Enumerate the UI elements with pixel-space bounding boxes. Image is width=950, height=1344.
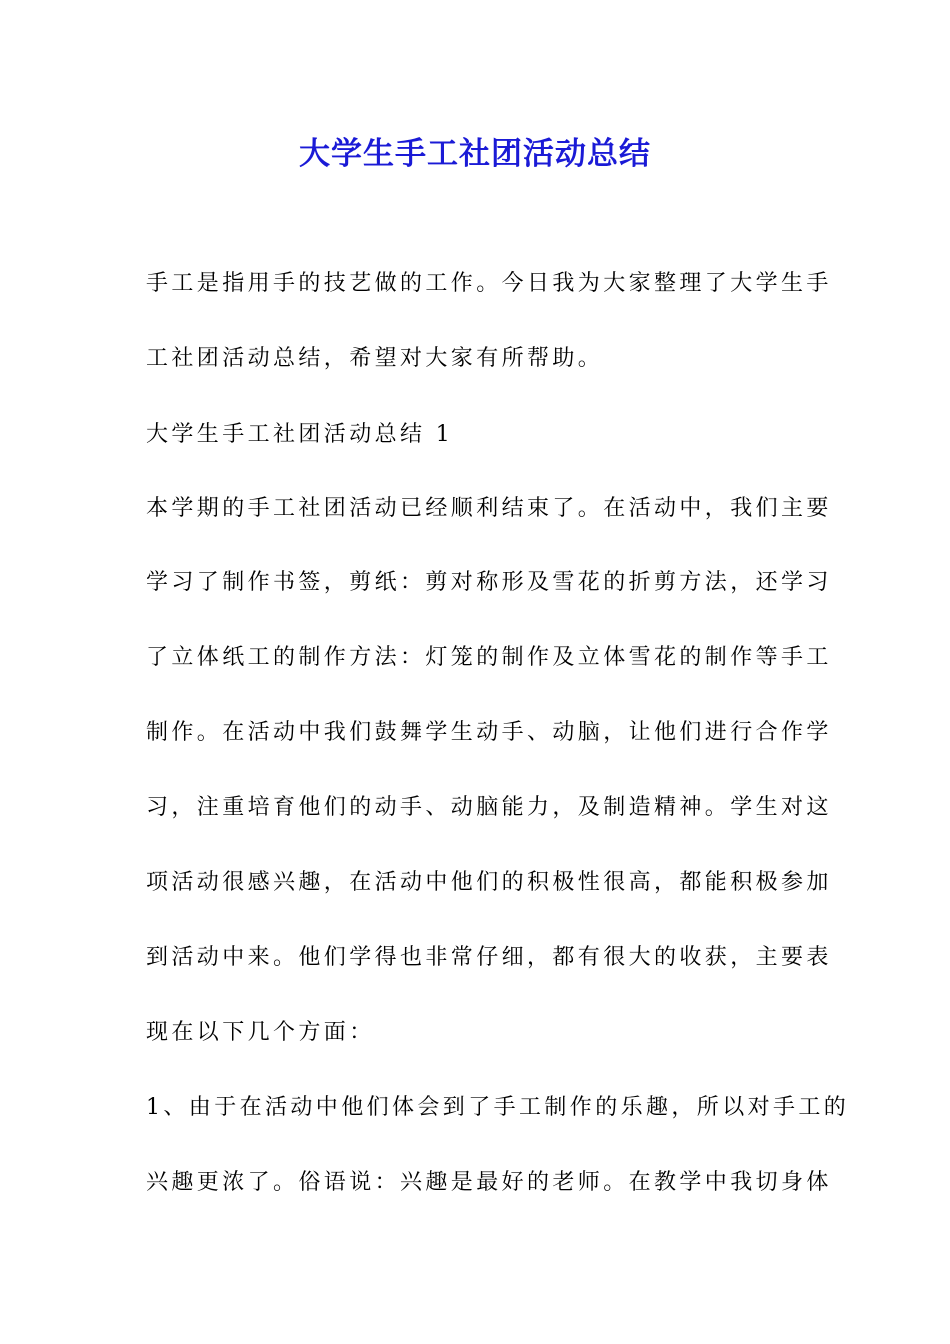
- paragraph-line: 到活动中来。他们学得也非常仔细，都有很大的收获，主要表: [146, 945, 832, 970]
- paragraph-line: 兴趣更浓了。俗语说：兴趣是最好的老师。在教学中我切身体: [146, 1170, 832, 1195]
- paragraph-line: 本学期的手工社团活动已经顺利结束了。在活动中，我们主要: [146, 496, 832, 521]
- paragraph-line: 项活动很感兴趣，在活动中他们的积极性很高，都能积极参加: [146, 870, 832, 895]
- paragraph-line: 习，注重培育他们的动手、动脑能力，及制造精神。学生对这: [146, 795, 832, 820]
- paragraph-line: 工社团活动总结，希望对大家有所帮助。: [146, 346, 604, 371]
- paragraph-line: 手工是指用手的技艺做的工作。今日我为大家整理了大学生手: [146, 271, 832, 296]
- paragraph-line: 学习了制作书签，剪纸：剪对称形及雪花的折剪方法，还学习: [146, 570, 832, 595]
- section-heading: 大学生手工社团活动总结 1: [146, 422, 454, 447]
- paragraph-line: 了立体纸工的制作方法：灯笼的制作及立体雪花的制作等手工: [146, 645, 832, 670]
- paragraph-line: 制作。在活动中我们鼓舞学生动手、动脑，让他们进行合作学: [146, 720, 832, 745]
- list-item-line: 1、由于在活动中他们体会到了手工制作的乐趣，所以对手工的: [146, 1095, 850, 1120]
- paragraph-line: 现在以下几个方面：: [146, 1020, 375, 1045]
- document-title: 大学生手工社团活动总结: [299, 136, 651, 172]
